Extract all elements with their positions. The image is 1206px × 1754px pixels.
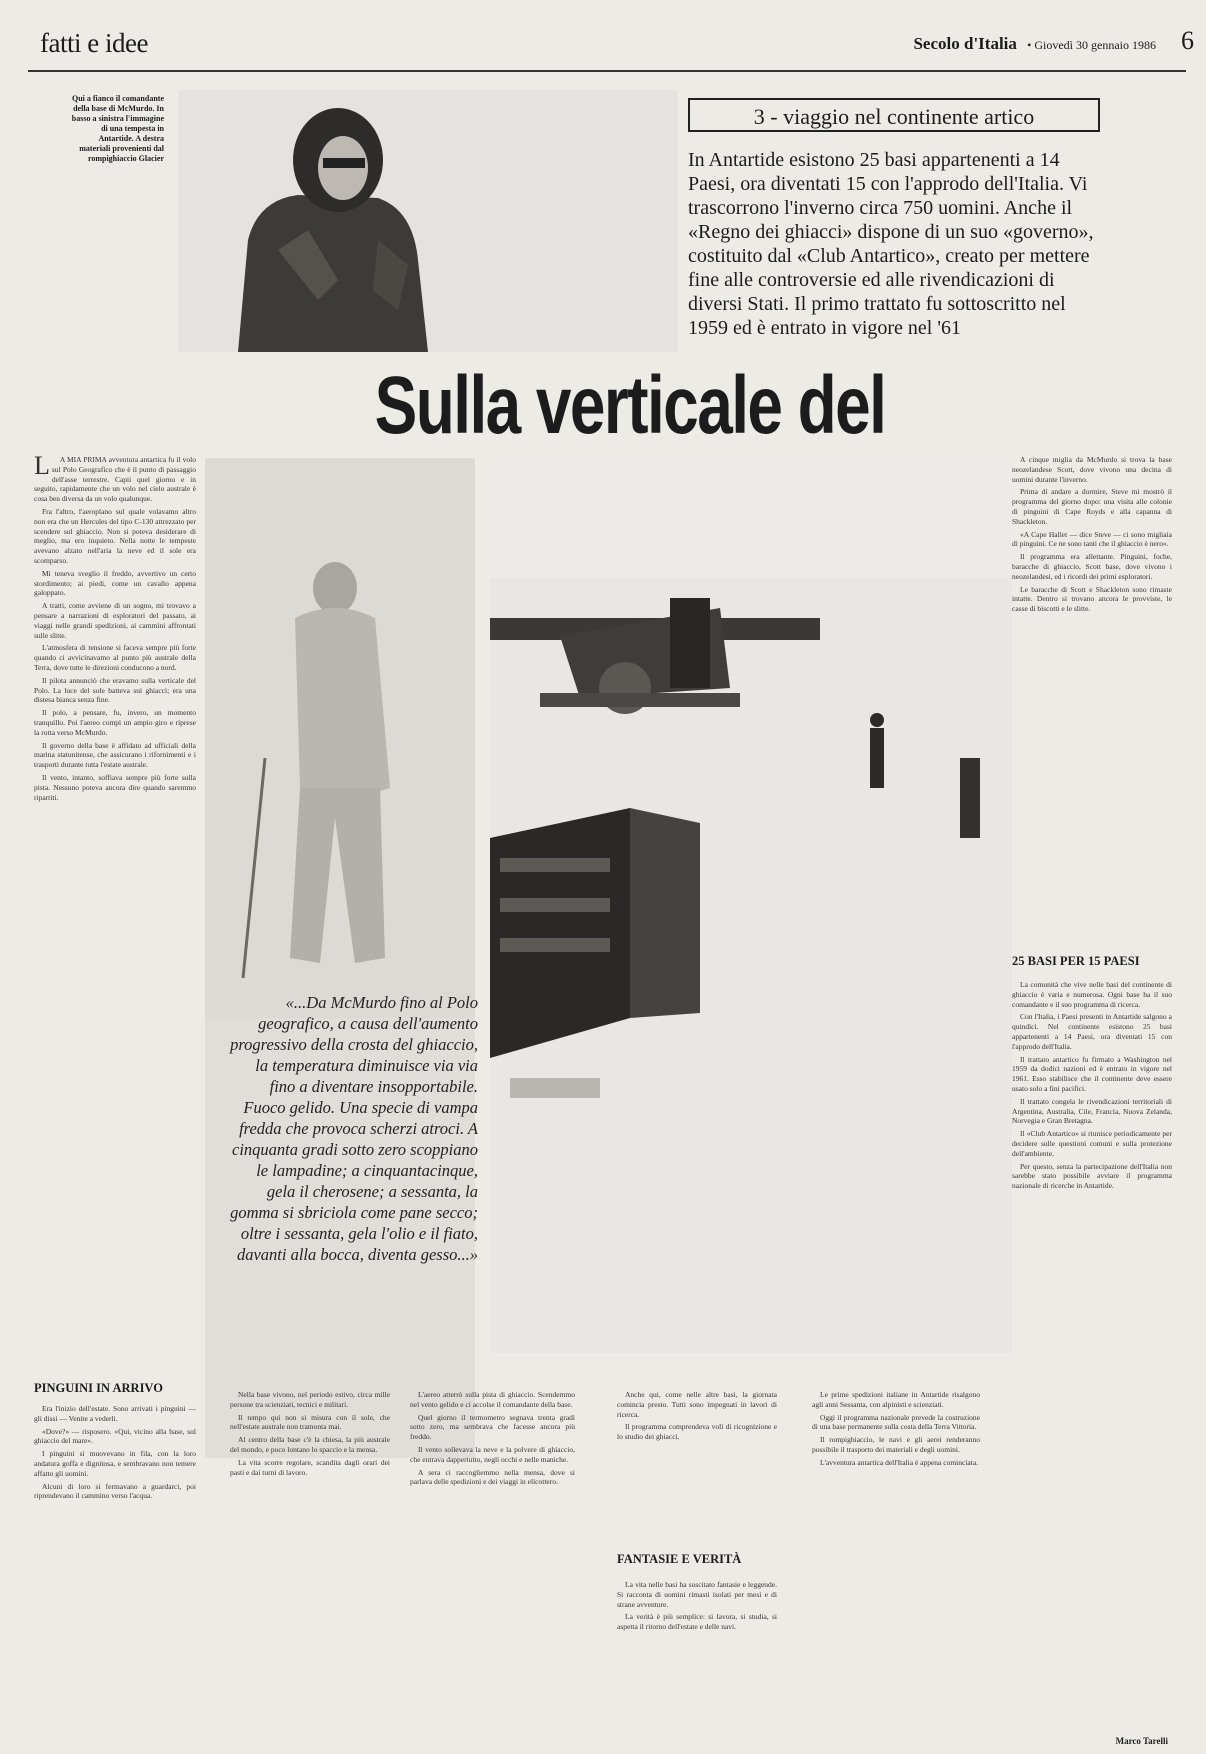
paragraph: La vita nelle basi ha suscitato fantasie e leggende. Si racconta di uomini rimasti isolati per mesi e di strane avventure.: [617, 1580, 777, 1609]
paragraph: Prima di andare a dormire, Steve mi mostrò il programma del giorno dopo: una visita alle colonie di pinguini di Cape Royds e alla capanna di Shackleton.: [1012, 487, 1172, 526]
issue-date: • Giovedì 30 gennaio 1986: [1027, 38, 1156, 52]
paragraph: Le baracche di Scott e Shackleton sono rimaste intatte. Dentro si trovano ancora le provviste, le casse di biscotti e le slitte.: [1012, 584, 1172, 614]
paragraph: A MIA PRIMA avventura antartica fu il volo sul Polo Geografico che è il punto di passaggio dell'asse terrestre. Capii quel giorno e in seguito, rapidamente che un volo nel cielo australe è cosa ben diversa da un volo qualunque.: [34, 455, 196, 504]
paragraph: Alcuni di loro si fermavano a guardarci, poi riprendevano il cammino verso l'acqua.: [34, 1481, 196, 1501]
article-column-right-b: [1012, 980, 1172, 1710]
article-column-1b: [34, 1404, 196, 1744]
article-column-1: [34, 455, 196, 1375]
commander-photo: [178, 90, 678, 352]
header-rule: [28, 70, 1186, 72]
paragraph: Quel giorno il termometro segnava trenta gradi sotto zero, ma sembrava che facesse ancora più freddo.: [410, 1412, 575, 1442]
paragraph: Con l'Italia, i Paesi presenti in Antartide salgono a quindici. Nel continente esistono 25 basi appartenenti a 14 Paesi, ora diventati 15 con l'approdo dell'Italia.: [1012, 1012, 1172, 1051]
paragraph: Il rompighiaccio, le navi e gli aerei renderanno possibile il trasporto dei materiali e degli uomini.: [812, 1435, 980, 1454]
article-column-bottom-3: [617, 1390, 777, 1540]
masthead: [913, 34, 1156, 54]
paragraph: «A Cape Hallet — dice Steve — ci sono migliaia di pinguini. Ce ne sono tanti che il ghiaccio è nero».: [1012, 529, 1172, 549]
section-label: fatti e idee: [40, 28, 148, 58]
paragraph: La vita scorre regolare, scandita dagli orari dei pasti e dai turni di lavoro.: [230, 1457, 390, 1477]
paragraph: I pinguini si muovevano in fila, con la loro andatura goffa e dignitosa, e sembravano non temere affatto gli uomini.: [34, 1449, 196, 1478]
paragraph: «Dove?» — risposero. «Qui, vicino alla base, sul ghiaccio del mare».: [34, 1426, 196, 1446]
paragraph: Fra l'altro, l'aeroplano sul quale volavamo altro non era che un Hercules del tipo C-130 attrezzato per scendere sul ghiaccio. Non si poteva desiderare di meglio, ma ero inquieto. Nella notte le tempeste avevano alzato nell'aria la neve ed il sole era scomparso.: [34, 506, 196, 565]
article-column-bottom-1: [230, 1390, 390, 1750]
paragraph: Il programma comprendeva voli di ricognizione e lo studio dei ghiacci.: [617, 1422, 777, 1442]
paragraph: Il programma era allettante. Pinguini, foche, baracche di ghiaccio, Scott base, dove vivono i neozelandesi, ed i ricordi dei primi esploratori.: [1012, 552, 1172, 581]
paragraph: Il vento, intanto, soffiava sempre più forte sulla pista. Nessuno poteva ancora dire quando saremmo ripartiti.: [34, 772, 196, 802]
article-column-bottom-4: [812, 1390, 980, 1745]
paragraph: Il governo della base è affidato ad ufficiali della marina statunitense, che assicurano i rifornimenti e i trasporti durante tutta l'estate australe.: [34, 740, 196, 770]
headline: Sulla verticale del: [374, 360, 886, 451]
subhead-fantasie: FANTASIE E VERITÀ: [617, 1552, 742, 1566]
paragraph: Anche qui, come nelle altre basi, la giornata comincia presto. Tutti sono impegnati in lavori di ricerca.: [617, 1390, 777, 1419]
subhead-basi: 25 BASI PER 15 PAESI: [1012, 954, 1140, 968]
aircraft-photo: [490, 458, 1012, 1353]
paragraph: La comunità che vive nelle basi del continente di ghiaccio è varia e numerosa. Ogni base ha il suo comandante e il suo programma di ricerca.: [1012, 980, 1172, 1009]
paragraph: Il «Club Antartico» si riunisce periodicamente per decidere sulle questioni comuni e sulla protezione dell'ambiente.: [1012, 1129, 1172, 1158]
paragraph: Per questo, senza la partecipazione dell'Italia non sarebbe stato possibile avviare il programma nazionale di ricerche in Antartide.: [1012, 1161, 1172, 1191]
photo-caption: Qui a fianco il comandante della base di McMurdo. In basso a sinistra l'immagine di una tempesta in Antartide. A destra materiali provenienti dal rompighiaccio Glacier: [71, 94, 164, 163]
article-column-right: [1012, 455, 1172, 943]
paragraph: Il pilota annunciò che eravamo sulla verticale del Polo. La luce del sole batteva sui ghiacci; era una distesa bianca senza fine.: [34, 675, 196, 705]
storm-photo: [205, 458, 475, 1458]
page-number: 6: [1181, 26, 1194, 55]
paragraph: A tratti, come avviene di un sogno, mi trovavo a pensare a narrazioni di esploratori del passato, ai viaggi nelle grandi spedizioni, ai cammini affrontati sulle slitte.: [34, 601, 196, 640]
author-byline: Marco Tarelli: [1115, 1736, 1168, 1746]
article-deck: In Antartide esistono 25 basi appartenenti a 14 Paesi, ora diventati 15 con l'approdo dell'Italia. Vi trascorrono l'inverno circa 750 uomini. Anche il «Regno dei ghiacci» dispone di un suo «governo», costituito dal «Club Antartico», creato per mettere fine alle controversie ed alle rivendicazioni di diversi Stati. Il primo trattato fu sottoscritto nel 1959 ed è entrato in vigore nel '61: [688, 149, 1094, 339]
newspaper-name: Secolo d'Italia: [913, 34, 1017, 53]
subhead-pinguini: PINGUINI IN ARRIVO: [34, 1381, 163, 1395]
paragraph: Oggi il programma nazionale prevede la costruzione di una base permanente sulla costa della Terra Vittoria.: [812, 1412, 980, 1432]
article-column-bottom-3b: [617, 1580, 777, 1750]
paragraph: Era l'inizio dell'estate. Sono arrivati i pinguini — gli dissi — Venite a vederli.: [34, 1404, 196, 1423]
paragraph: Il polo, a pensare, fu, invero, un momento tranquillo. Poi l'aereo compì un ampio giro e riprese la rotta verso McMurdo.: [34, 708, 196, 737]
pull-quote: «...Da McMurdo fino al Polo geografico, a causa dell'aumento progressivo della crosta del ghiaccio, la temperatura diminuisce via via fino a diventare insopportabile. Fuoco gelido. Una specie di vampa fredda che provoca scherzi atroci. A cinquanta gradi sotto zero scoppiano le lampadine; a cinquantacinque, gela il cherosene; a sessanta, la gomma si sbriciola come pane secco; oltre i sessanta, gela l'olio e il fiato, davanti alla bocca, diventa gesso...»: [230, 993, 478, 1264]
paragraph: Al centro della base c'è la chiesa, la più australe del mondo, e poco lontano lo spaccio e la mensa.: [230, 1435, 390, 1454]
paragraph: L'aereo atterrò sulla pista di ghiaccio. Scendemmo nel vento gelido e ci accolse il comandante della base.: [410, 1390, 575, 1409]
paragraph: Il trattato congela le rivendicazioni territoriali di Argentina, Australia, Cile, Francia, Nuova Zelanda, Norvegia e Gran Bretagna.: [1012, 1096, 1172, 1126]
paragraph: Il trattato antartico fu firmato a Washington nel 1959 da dodici nazioni ed è entrato in vigore nel 1961. Esso stabilisce che il continente deve essere usato solo a fini pacifici.: [1012, 1054, 1172, 1093]
paragraph: A cinque miglia da McMurdo si trova la base neozelandese Scott, dove vivono una decina di uomini durante l'inverno.: [1012, 455, 1172, 484]
paragraph: L'avventura antartica dell'Italia è appena cominciata.: [820, 1457, 979, 1467]
paragraph: La verità è più semplice: si lavora, si studia, si aspetta il ritorno dell'estate e delle navi.: [617, 1612, 777, 1632]
paragraph: Nella base vivono, nel periodo estivo, circa mille persone tra scienziati, tecnici e militari.: [230, 1390, 390, 1409]
paragraph: Il vento sollevava la neve e la polvere di ghiaccio, che entrava dappertutto, negli occhi e nelle maniche.: [410, 1444, 575, 1464]
paragraph: Il tempo qui non si misura con il sole, che nell'estate australe non tramonta mai.: [230, 1412, 390, 1432]
paragraph: A sera ci raccogliemmo nella mensa, dove si parlava delle spedizioni e dei viaggi in elicottero.: [410, 1467, 575, 1487]
drop-cap: L: [34, 455, 50, 480]
paragraph: Mi teneva sveglio il freddo, avvertivo un certo stordimento; ai piedi, come un cavallo appena galoppato.: [34, 568, 196, 598]
article-column-bottom-2: [410, 1390, 575, 1750]
paragraph: L'atmosfera di tensione si faceva sempre più forte quando ci avvicinavamo al punto più australe della Terra, dove tutte le direzioni conducono a nord.: [34, 643, 196, 672]
paragraph: Le prime spedizioni italiane in Antartide risalgono agli anni Sessanta, con alpinisti e scienziati.: [812, 1390, 980, 1409]
series-title-box: 3 - viaggio nel continente artico: [688, 98, 1100, 132]
